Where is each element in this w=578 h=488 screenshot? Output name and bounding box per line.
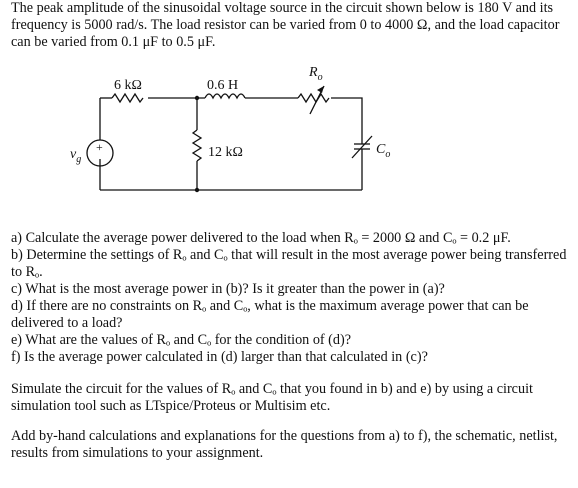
r2-label: 12 kΩ	[208, 145, 243, 160]
question-c: c) What is the most average power in (b)? Is it greater than the power in (a)?	[11, 281, 445, 297]
problem-statement	[11, 0, 571, 51]
submission-instructions	[11, 428, 571, 462]
ro-label: $R_o$	[309, 65, 323, 83]
node-bottom	[195, 188, 199, 192]
wire-ro-right	[331, 98, 362, 144]
simulation-instructions	[11, 381, 571, 415]
source-label: $v_g$	[70, 147, 82, 165]
node-top	[195, 96, 199, 100]
question-d: d) If there are no constraints on Rₒ and Cₒ, what is the maximum average power that can be delivered to a load?	[11, 298, 529, 331]
arrow-head	[317, 86, 324, 93]
r1-label: 6 kΩ	[114, 78, 142, 93]
question-e: e) What are the values of Rₒ and Cₒ for the condition of (d)?	[11, 332, 352, 348]
simulation-text: Simulate the circuit for the values of Rₒ and Cₒ that you found in b) and e) by using a circuit simulation tool such as LTspice/Proteus or Multisim etc.	[11, 381, 533, 414]
co-label: $C_o$	[376, 142, 391, 160]
circuit-diagram	[0, 52, 578, 230]
question-b: b) Determine the settings of Rₒ and Cₒ that will result in the most average power being transferred to Rₒ.	[11, 247, 567, 280]
submission-text: Add by-hand calculations and explanations for the questions from a) to f), the schematic, netlist, results from simulations to your assignment.	[11, 428, 558, 461]
inductor-0.6h	[205, 94, 245, 98]
question-a: a) Calculate the average power delivered to the load when Rₒ = 2000 Ω and Cₒ = 0.2 μF.	[11, 230, 511, 246]
resistor-12k	[193, 130, 201, 161]
problem-intro-text: The peak amplitude of the sinusoidal voltage source in the circuit shown below is 180 V and its frequency is 5000 rad/s. The load resistor can be varied from 0 to 4000 Ω, and the load capacitor can be varied from 0.1 μF to 0.5 μF.	[11, 0, 560, 50]
plus-sign: +	[96, 140, 103, 154]
l1-label: 0.6 H	[207, 78, 239, 93]
question-f: f) Is the average power calculated in (d) larger than that calculated in (c)?	[11, 349, 428, 365]
question-list	[11, 230, 571, 366]
resistor-6k	[112, 94, 143, 102]
resistor-ro	[298, 94, 329, 102]
